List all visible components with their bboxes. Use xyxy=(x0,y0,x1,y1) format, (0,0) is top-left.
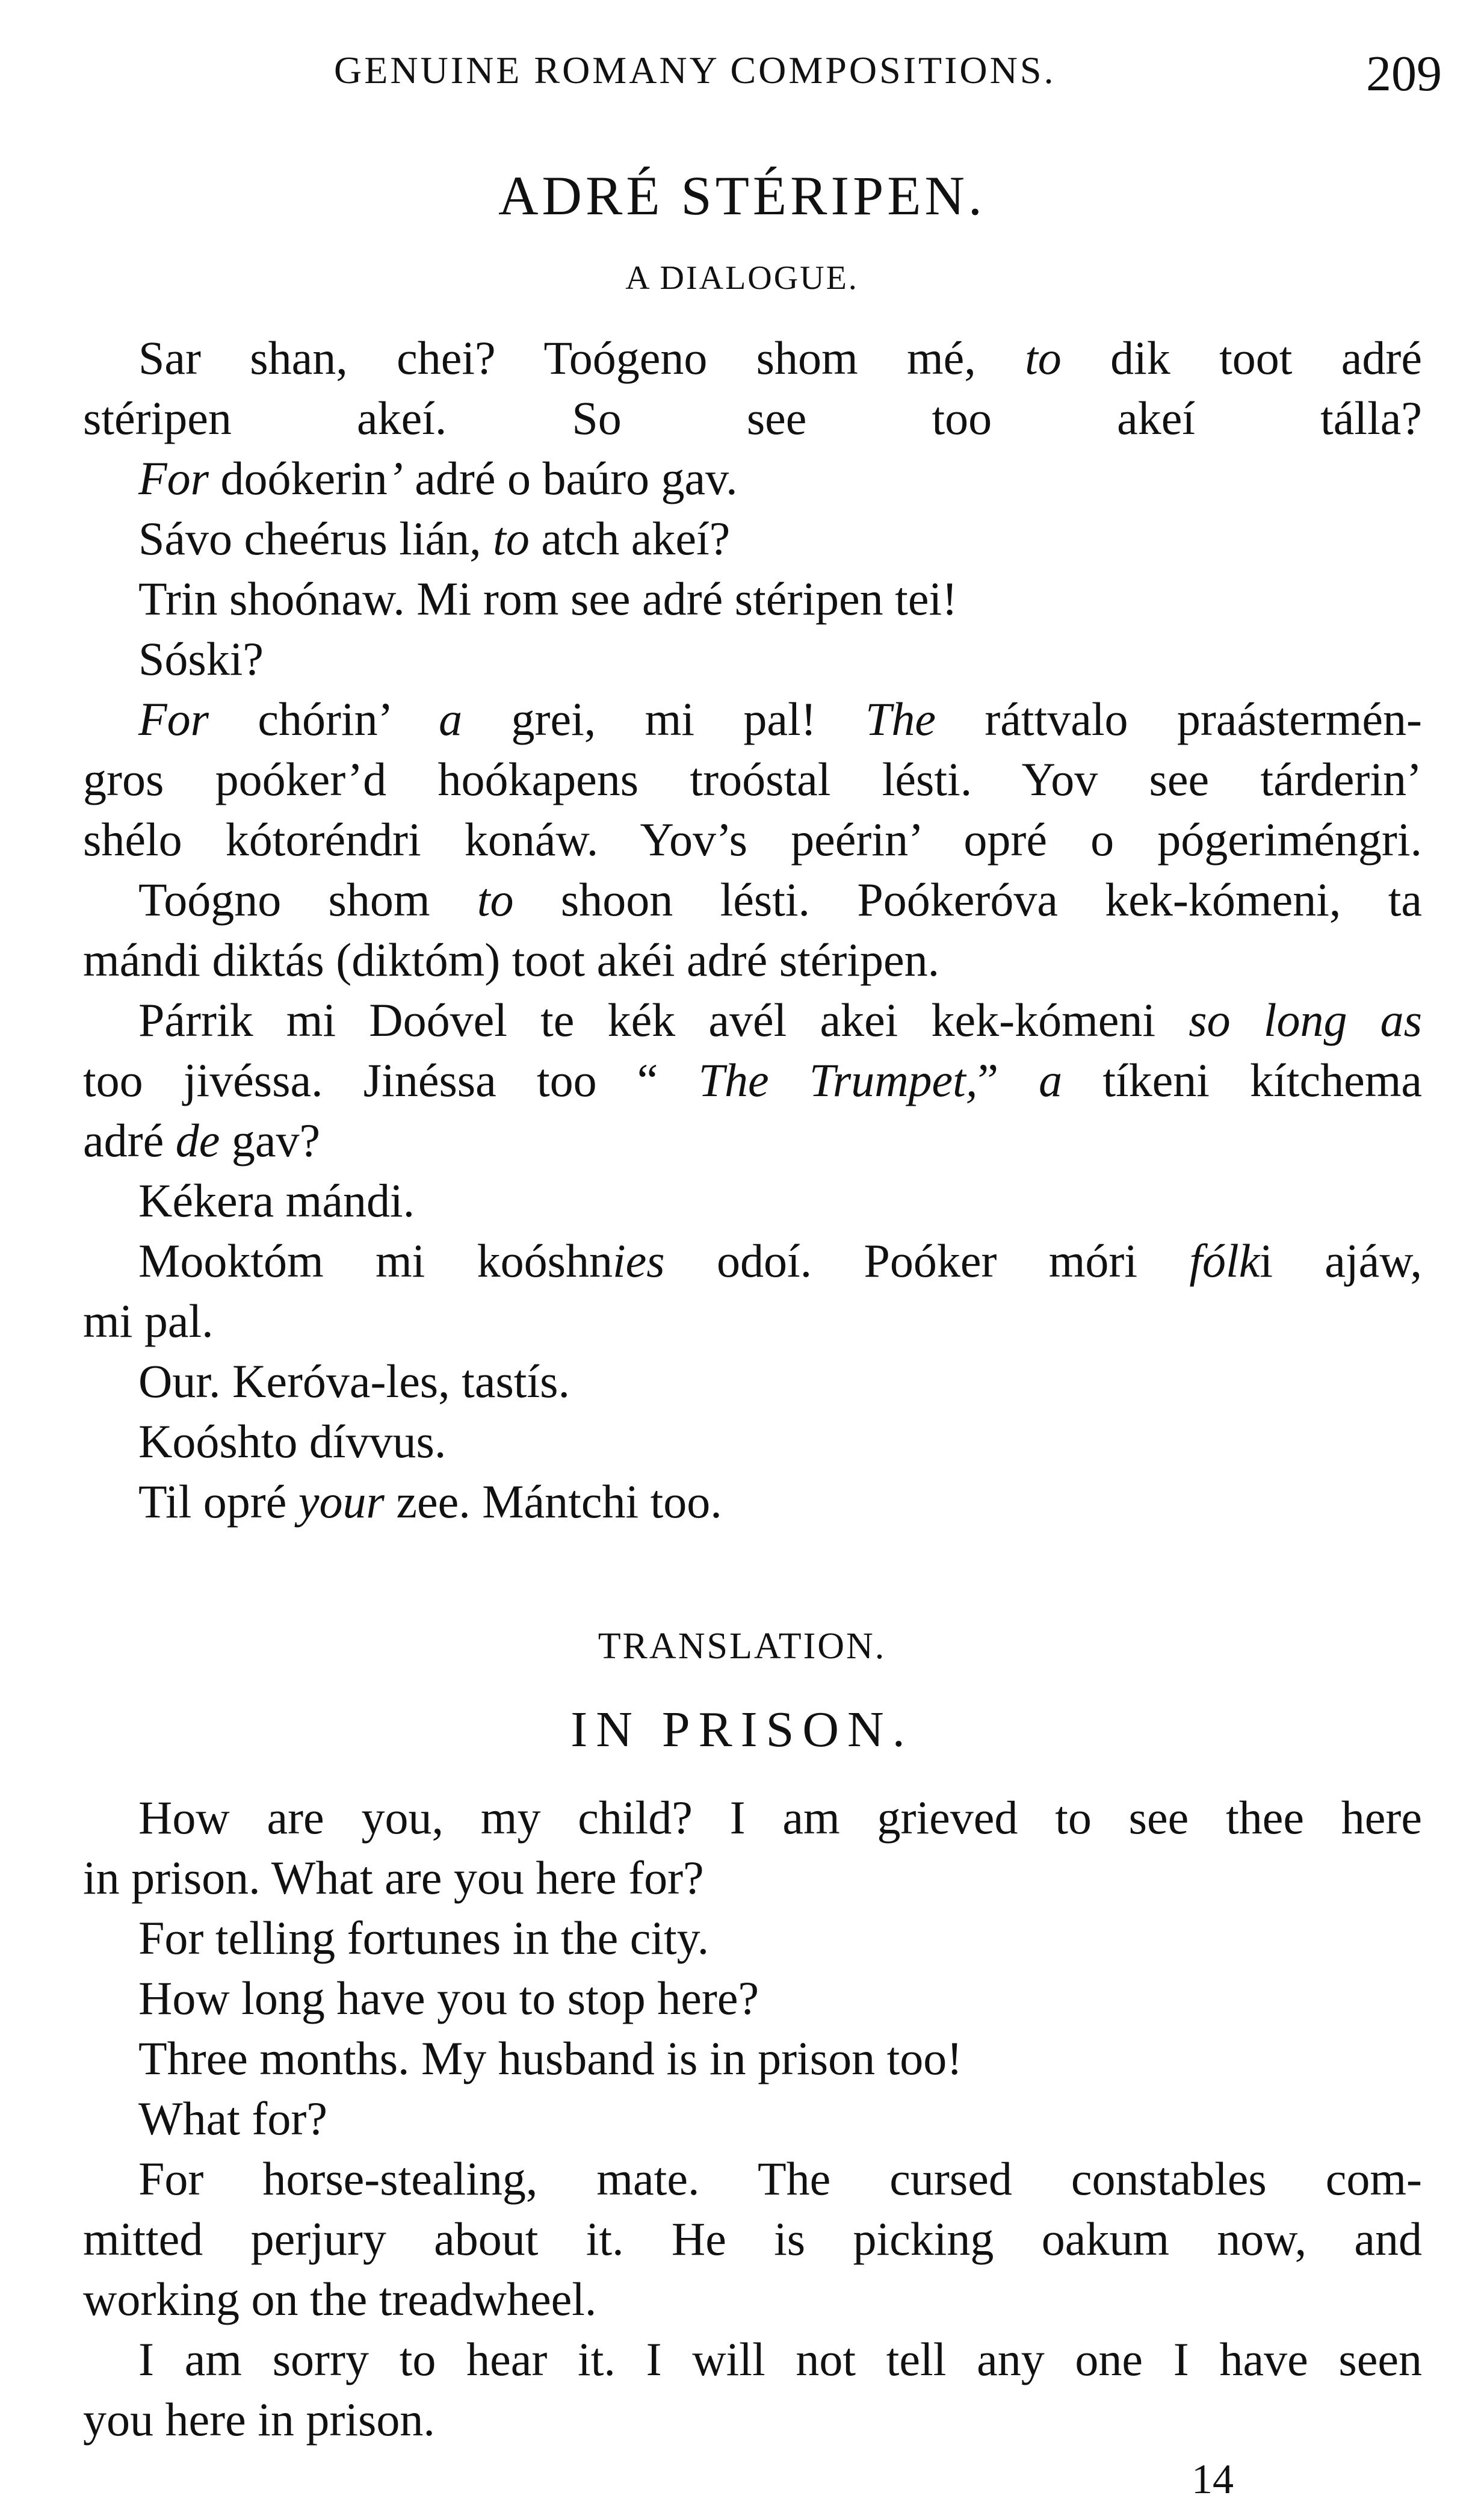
translation-line: How long have you to stop here? xyxy=(138,1972,759,2024)
translation-line: you here in prison. xyxy=(83,2393,435,2446)
dialogue-line: Párrik mi Doóvel te kék avél akei kek-kómeni so long as xyxy=(138,994,1422,1046)
dialogue-line: Trin shoónaw. Mi rom see adré stéripen tei! xyxy=(138,572,958,625)
dialogue-line: Mooktóm mi koóshnies odoí. Poóker móri fólki ajáw, xyxy=(138,1235,1422,1287)
dialogue-line: Koóshto dívvus. xyxy=(138,1415,447,1467)
translation-title: IN PRISON. xyxy=(570,1702,914,1758)
dialogue-line: too jivéssa. Jinéssa too “ The Trumpet,” a tíkeni kítchema xyxy=(83,1054,1422,1106)
dialogue-line: Kékera mándi. xyxy=(138,1174,415,1227)
translation-line: I am sorry to hear it. I will not tell any one I have seen xyxy=(138,2333,1422,2385)
running-head-title: GENUINE ROMANY COMPOSITIONS. xyxy=(334,49,1056,91)
dialogue-line: Sóski? xyxy=(138,633,264,685)
dialogue-line: adré de gav? xyxy=(83,1114,321,1167)
dialogue-line: Our. Keróva-les, tastís. xyxy=(138,1355,570,1407)
dialogue-line: gros poóker’d hoókapens troóstal lésti. Yov see tárderin’ xyxy=(83,753,1422,805)
dialogue-line: Toógno shom to shoon lésti. Poókeróva kek-kómeni, ta xyxy=(138,873,1422,926)
section-subtitle: A DIALOGUE. xyxy=(625,259,859,297)
translation-line: in prison. What are you here for? xyxy=(83,1851,704,1904)
translation-line: mitted perjury about it. He is picking oakum now, and xyxy=(83,2213,1422,2265)
translation-line: Three months. My husband is in prison too! xyxy=(138,2032,963,2084)
translation-label: TRANSLATION. xyxy=(598,1626,886,1667)
dialogue-line: Sar shan, chei? Toógeno shom mé, to dik toot adré xyxy=(138,332,1422,384)
dialogue-line: For chórin’ a grei, mi pal! The ráttvalo praástermén- xyxy=(138,693,1423,745)
running-head xyxy=(84,48,1442,120)
page-number: 209 xyxy=(1366,46,1442,102)
translation-line: How are you, my child? I am grieved to see thee here xyxy=(138,1791,1422,1844)
dialogue-line: mándi diktás (diktóm) toot akéi adré stéripen. xyxy=(83,934,940,986)
section-title-romany: ADRÉ STÉRIPEN. xyxy=(498,165,986,226)
dialogue-line: Til opré your zee. Mántchi too. xyxy=(138,1475,722,1528)
dialogue-line: mi pal. xyxy=(83,1295,214,1347)
dialogue-line: stéripen akeí. So see too akeí tálla? xyxy=(83,392,1422,444)
translation-line: What for? xyxy=(138,2092,327,2145)
signature-mark: 14 xyxy=(1192,2456,1234,2503)
dialogue-line: For doókerin’ adré o baúro gav. xyxy=(138,452,738,504)
translation-line: working on the treadwheel. xyxy=(83,2273,597,2325)
translation-line: For telling fortunes in the city. xyxy=(138,1912,710,1964)
dialogue-line: Sávo cheérus lián, to atch akeí? xyxy=(138,512,731,565)
translation-line: For horse-stealing, mate. The cursed constables com- xyxy=(138,2152,1422,2205)
dialogue-line: shélo kótoréndri konáw. Yov’s peérin’ opré o pógeriméngri. xyxy=(83,813,1422,866)
